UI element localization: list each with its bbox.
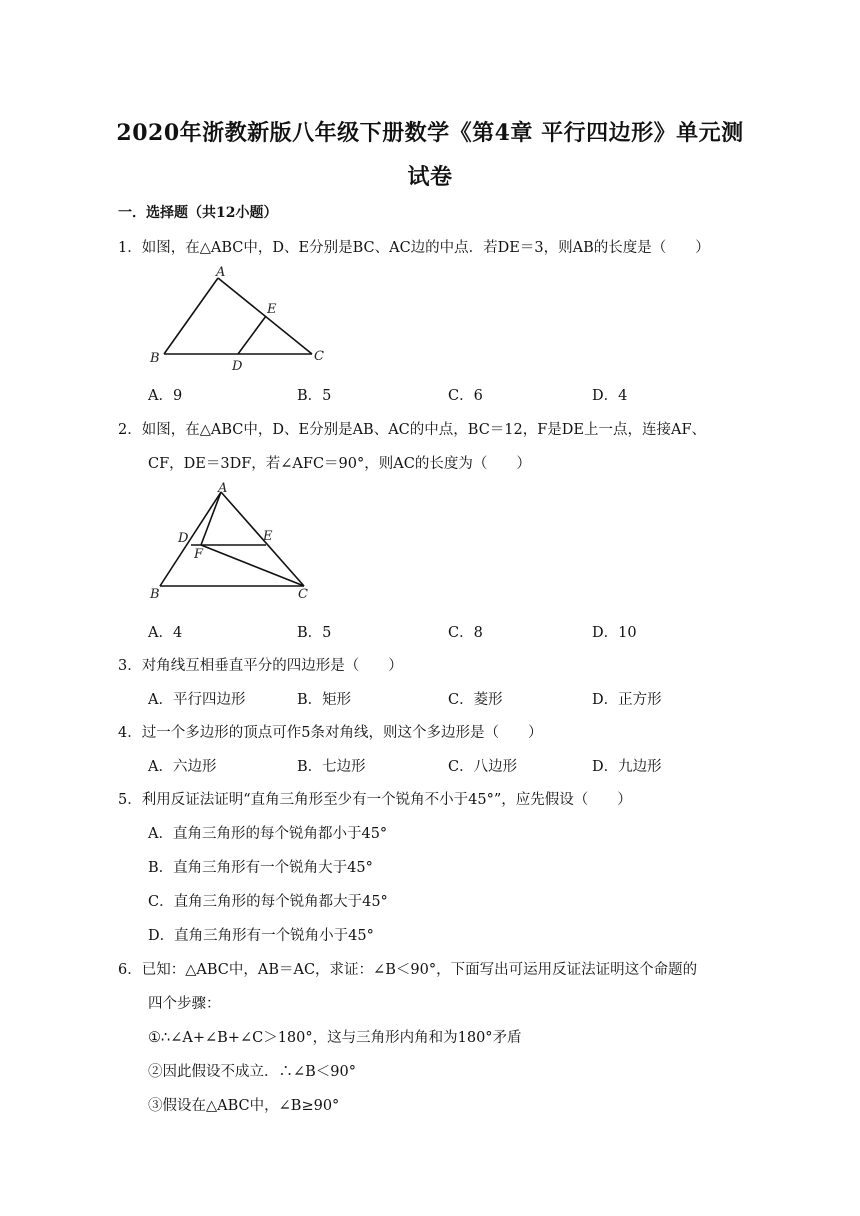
question-4-option-a: A．六边形 — [148, 759, 217, 775]
label-a: A — [218, 482, 228, 496]
question-5-option-b: B．直角三角形有一个锐角大于45° — [148, 860, 373, 876]
page-title-line-2: 试卷 — [407, 164, 453, 190]
label-c: C — [298, 587, 308, 602]
label-c: C — [314, 349, 324, 364]
question-1-option-c: C．6 — [448, 388, 483, 404]
question-5-option-c: C．直角三角形的每个锐角都大于45° — [148, 894, 388, 910]
question-6-step-2: ②因此假设不成立．∴∠B＜90° — [148, 1064, 357, 1080]
question-2-stem-line-2: CF，DE＝3DF，若∠AFC＝90°，则AC的长度为（ ） — [148, 456, 531, 472]
section-heading: 一．选择题（共12小题） — [118, 205, 278, 221]
question-1-stem: 1．如图，在△ABC中，D、E分别是BC、AC边的中点．若DE＝3，则AB的长度是（ ） — [118, 240, 710, 256]
question-3-option-a: A．平行四边形 — [148, 692, 246, 708]
segment-cf — [201, 545, 304, 586]
question-4-stem: 4．过一个多边形的顶点可作5条对角线，则这个多边形是（ ） — [118, 725, 543, 741]
label-b: B — [150, 351, 160, 366]
question-6-step-3: ③假设在△ABC中，∠B≥90° — [148, 1098, 340, 1114]
question-5-stem: 5．利用反证法证明“直角三角形至少有一个锐角不小于45°”，应先假设（ ） — [118, 792, 632, 808]
question-2-figure — [146, 482, 321, 604]
question-6-step-1: ①∴∠A+∠B+∠C＞180°，这与三角形内角和为180°矛盾 — [148, 1030, 522, 1046]
question-3-option-d: D．正方形 — [592, 692, 662, 708]
question-5-option-d: D．直角三角形有一个锐角小于45° — [148, 928, 374, 944]
question-3-option-b: B．矩形 — [297, 692, 352, 708]
question-4-option-c: C．八边形 — [448, 759, 518, 775]
question-2-option-b: B．5 — [297, 625, 332, 641]
label-e: E — [263, 529, 273, 544]
label-b: B — [150, 587, 160, 602]
question-6-stem-line-1: 6．已知：△ABC中，AB＝AC，求证：∠B＜90°，下面写出可运用反证法证明这个命题的 — [118, 962, 698, 978]
label-d: D — [178, 531, 189, 546]
question-1-option-b: B．5 — [297, 388, 332, 404]
label-e: E — [267, 302, 277, 317]
question-2-option-a: A．4 — [148, 625, 183, 641]
question-5-option-a: A．直角三角形的每个锐角都小于45° — [148, 826, 388, 842]
label-d: D — [232, 359, 243, 374]
segment-de — [238, 316, 266, 354]
question-2-option-d: D．10 — [592, 625, 637, 641]
question-2-stem-line-1: 2．如图，在△ABC中，D、E分别是AB、AC的中点，BC＝12，F是DE上一点，连接AF、 — [118, 422, 707, 438]
question-4-option-b: B．七边形 — [297, 759, 366, 775]
page-title-line-1: 2020年浙教新版八年级下册数学《第4章 平行四边形》单元测 — [116, 120, 744, 146]
question-2-option-c: C．8 — [448, 625, 483, 641]
question-3-stem: 3．对角线互相垂直平分的四边形是（ ） — [118, 658, 403, 674]
question-6-stem-line-2: 四个步骤： — [148, 996, 221, 1012]
label-f: F — [194, 547, 204, 562]
question-1-option-d: D．4 — [592, 388, 628, 404]
question-4-option-d: D．九边形 — [592, 759, 662, 775]
label-a: A — [216, 265, 226, 280]
question-1-option-a: A．9 — [148, 388, 183, 404]
segment-ab — [164, 278, 218, 354]
question-1-figure — [146, 264, 336, 376]
segment-ab — [160, 492, 221, 586]
question-3-option-c: C．菱形 — [448, 692, 503, 708]
segment-ac — [218, 278, 312, 354]
